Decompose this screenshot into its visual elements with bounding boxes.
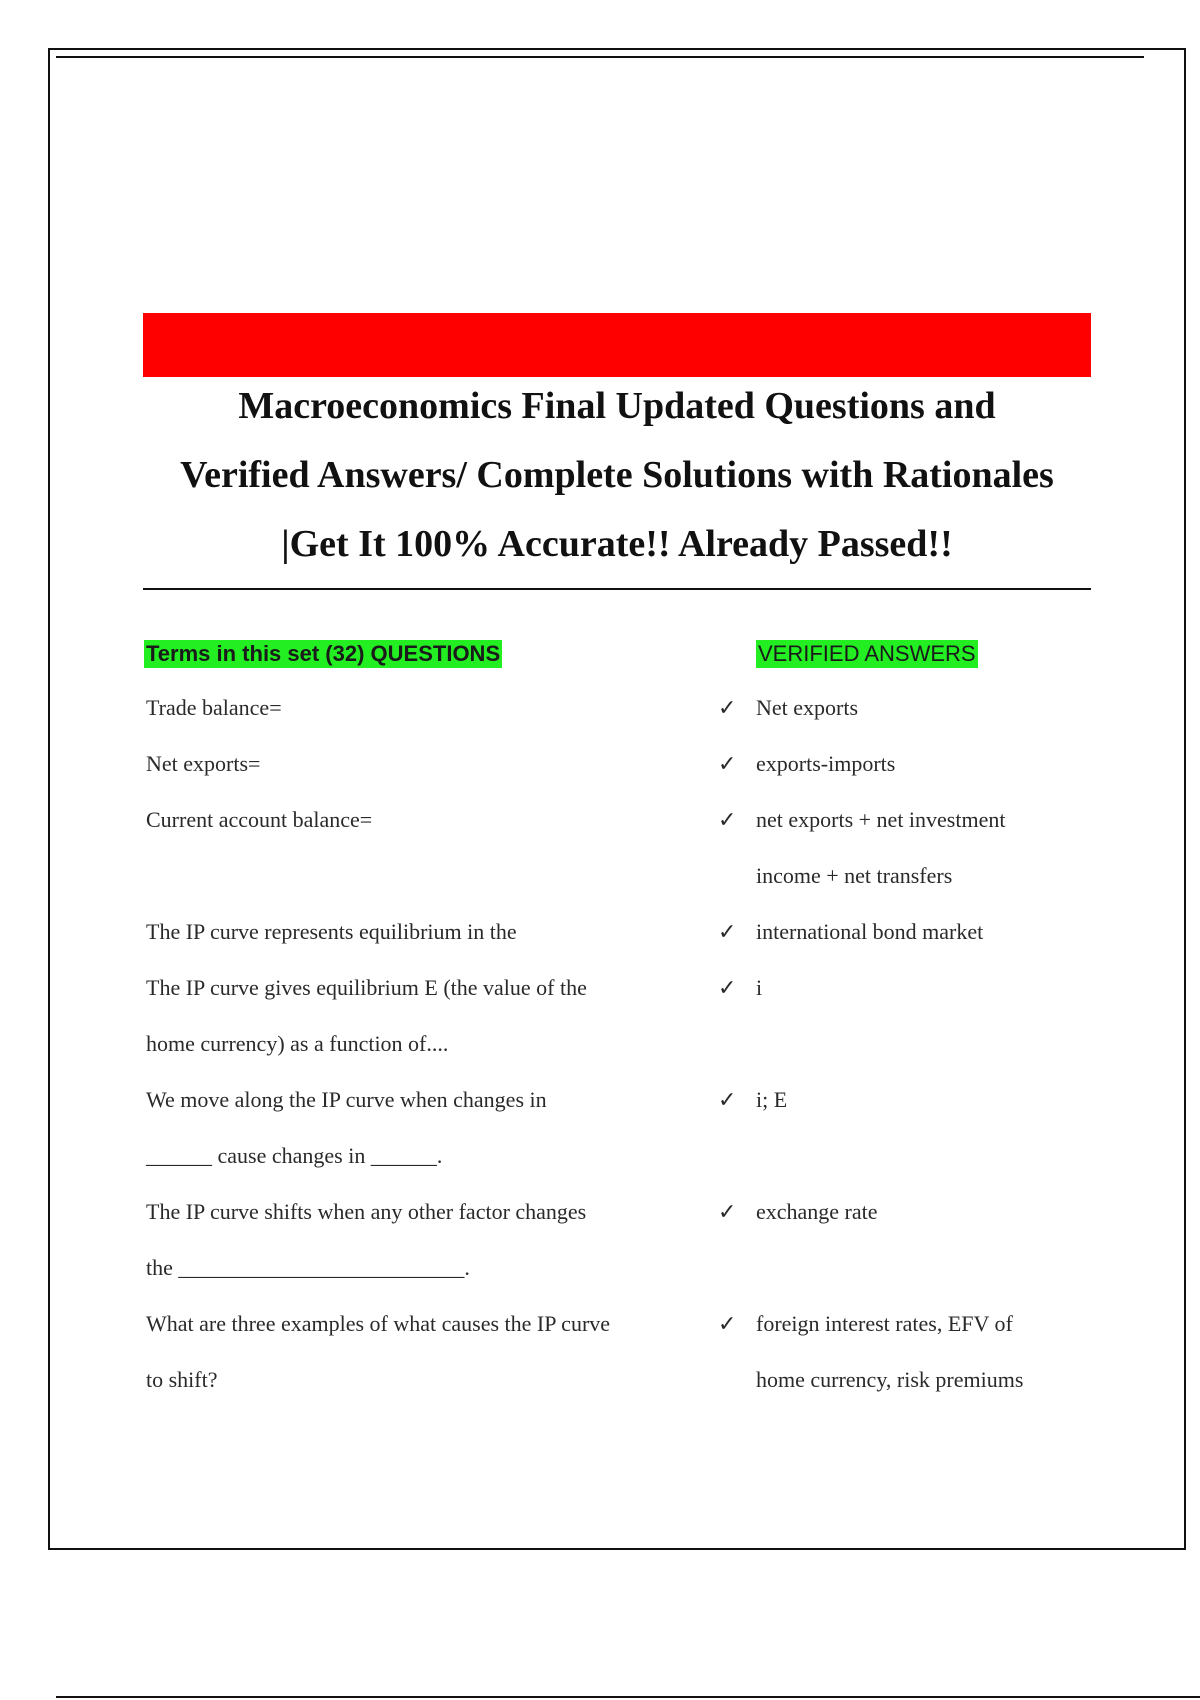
answer-1 bbox=[756, 680, 1086, 736]
answer-5 bbox=[756, 960, 1086, 1016]
answer-line: i bbox=[756, 975, 763, 1000]
answer-line: i; E bbox=[756, 1087, 788, 1112]
red-banner bbox=[143, 313, 1091, 377]
question-1 bbox=[146, 680, 686, 736]
document-title bbox=[143, 372, 1091, 579]
answers-header: VERIFIED ANSWERS bbox=[758, 641, 976, 666]
question-line: What are three examples of what causes the IP curve bbox=[146, 1311, 611, 1336]
check-icon: ✓ bbox=[718, 807, 737, 832]
question-line: to shift? bbox=[146, 1367, 218, 1392]
title-line-2: Verified Answers/ Complete Solutions with Rationales bbox=[180, 454, 1054, 496]
question-line: ______ cause changes in ______. bbox=[146, 1143, 443, 1168]
title-line-1: Macroeconomics Final Updated Questions and bbox=[238, 385, 996, 427]
top-rule bbox=[56, 56, 1144, 58]
title-rule bbox=[143, 588, 1091, 590]
question-line: the __________________________. bbox=[146, 1255, 470, 1280]
answer-line: home currency, risk premiums bbox=[756, 1367, 1024, 1392]
answer-8 bbox=[756, 1296, 1086, 1408]
answer-3 bbox=[756, 792, 1086, 904]
answer-line: Net exports bbox=[756, 695, 859, 720]
title-line-3: |Get It 100% Accurate!! Already Passed!! bbox=[281, 523, 953, 565]
question-7 bbox=[146, 1184, 686, 1296]
bottom-rule bbox=[56, 1696, 1200, 1698]
question-line: The IP curve shifts when any other factor changes bbox=[146, 1199, 587, 1224]
check-icon: ✓ bbox=[718, 919, 737, 944]
answer-line: net exports + net investment bbox=[756, 807, 1006, 832]
answer-7 bbox=[756, 1184, 1086, 1240]
question-2 bbox=[146, 736, 686, 792]
questions-header: Terms in this set (32) QUESTIONS bbox=[146, 641, 501, 666]
question-4 bbox=[146, 904, 686, 960]
question-line: Current account balance= bbox=[146, 807, 373, 832]
check-icon: ✓ bbox=[718, 695, 737, 720]
answer-line: income + net transfers bbox=[756, 863, 953, 888]
answer-line: exports-imports bbox=[756, 751, 896, 776]
question-line: We move along the IP curve when changes in bbox=[146, 1087, 547, 1112]
check-icon: ✓ bbox=[718, 751, 737, 776]
question-line: The IP curve represents equilibrium in the bbox=[146, 919, 517, 944]
question-line: Net exports= bbox=[146, 751, 261, 776]
answer-4 bbox=[756, 904, 1086, 960]
check-icon: ✓ bbox=[718, 1311, 737, 1336]
answer-line: foreign interest rates, EFV of bbox=[756, 1311, 1013, 1336]
check-icon: ✓ bbox=[718, 1199, 737, 1224]
question-6 bbox=[146, 1072, 686, 1184]
answer-line: international bond market bbox=[756, 919, 984, 944]
question-3 bbox=[146, 792, 686, 848]
question-line: home currency) as a function of.... bbox=[146, 1031, 449, 1056]
question-8 bbox=[146, 1296, 686, 1408]
answer-2 bbox=[756, 736, 1086, 792]
question-line: Trade balance= bbox=[146, 695, 282, 720]
check-icon: ✓ bbox=[718, 975, 737, 1000]
question-line: The IP curve gives equilibrium E (the value of the bbox=[146, 975, 587, 1000]
check-icon: ✓ bbox=[718, 1087, 737, 1112]
answer-line: exchange rate bbox=[756, 1199, 878, 1224]
question-5 bbox=[146, 960, 686, 1072]
answer-6 bbox=[756, 1072, 1086, 1128]
